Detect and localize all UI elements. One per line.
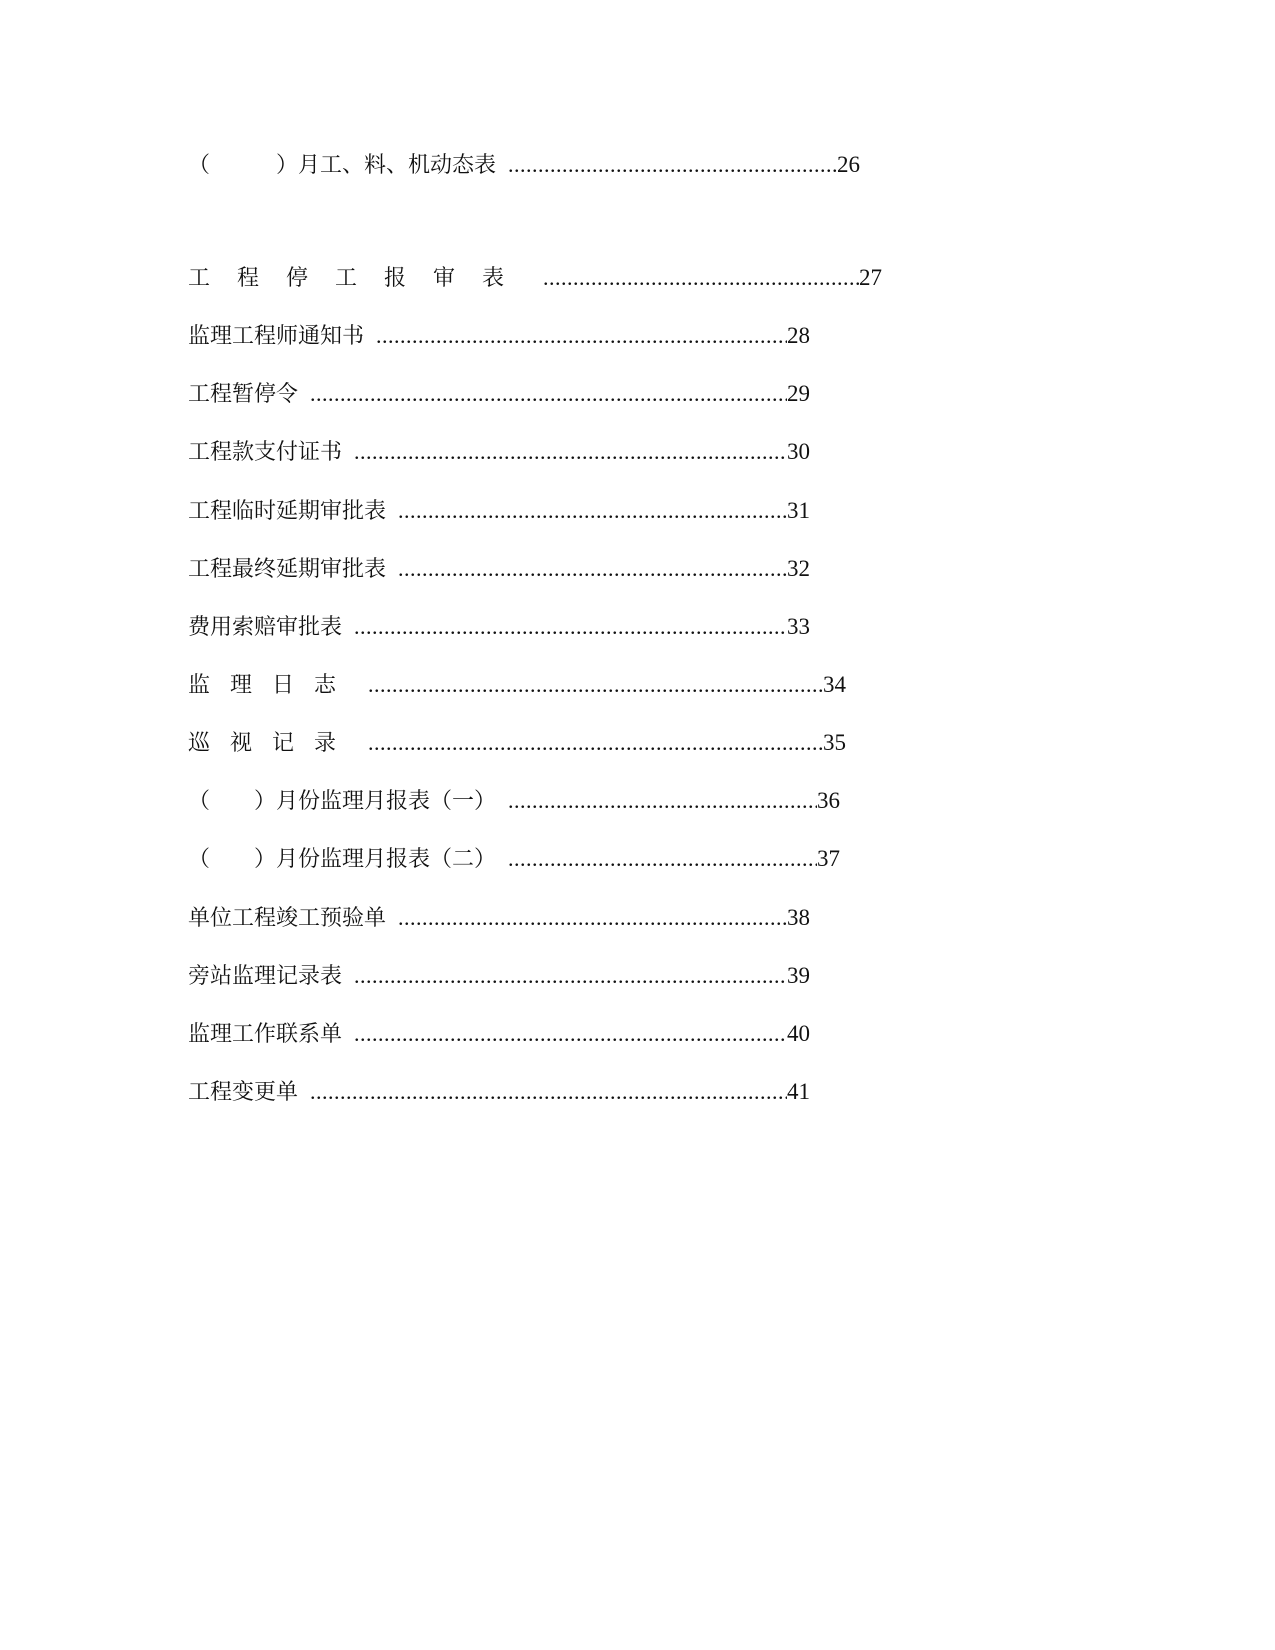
toc-entry-title: 工程变更单 bbox=[188, 1080, 299, 1105]
toc-entry[interactable] bbox=[188, 145, 860, 185]
toc-entry[interactable] bbox=[188, 839, 840, 879]
toc-page-number: 29 bbox=[787, 381, 810, 406]
toc-entry-title: （ ）月工、料、机动态表 bbox=[188, 153, 497, 178]
toc-entry[interactable] bbox=[188, 316, 810, 356]
toc-leader-dots bbox=[508, 145, 837, 185]
toc-entry-title: 工程停工报审表 bbox=[188, 266, 532, 291]
toc-leader-dots bbox=[508, 839, 817, 879]
toc-entry[interactable] bbox=[188, 781, 840, 821]
toc-entry[interactable] bbox=[188, 374, 810, 414]
toc-page-number: 28 bbox=[787, 323, 810, 348]
toc-leader-dots bbox=[354, 1014, 787, 1054]
toc-leader-dots bbox=[543, 258, 859, 298]
toc-entry-title: 费用索赔审批表 bbox=[188, 615, 343, 640]
toc-leader-dots bbox=[398, 898, 787, 938]
toc-leader-dots bbox=[376, 316, 787, 356]
toc-entry[interactable] bbox=[188, 723, 846, 763]
toc-entry-title: 单位工程竣工预验单 bbox=[188, 906, 387, 931]
toc-entry[interactable] bbox=[188, 665, 846, 705]
toc-page-number: 30 bbox=[787, 439, 810, 464]
toc-entry-title: 监理工作联系单 bbox=[188, 1022, 343, 1047]
toc-entry-title: 旁站监理记录表 bbox=[188, 964, 343, 989]
toc-leader-dots bbox=[354, 607, 787, 647]
toc-leader-dots bbox=[398, 549, 787, 589]
toc-page-number: 35 bbox=[823, 730, 846, 755]
toc-entry-title: 工程最终延期审批表 bbox=[188, 557, 387, 582]
toc-entry[interactable] bbox=[188, 1014, 810, 1054]
toc-leader-dots bbox=[310, 1072, 787, 1112]
toc-entry[interactable] bbox=[188, 607, 810, 647]
toc-leader-dots bbox=[508, 781, 817, 821]
toc-entry[interactable] bbox=[188, 956, 810, 996]
toc-entry-title: 监理工程师通知书 bbox=[188, 324, 365, 349]
toc-leader-dots bbox=[398, 491, 787, 531]
toc-entry-title: 巡视记录 bbox=[188, 731, 357, 756]
toc-entry-title: （ ）月份监理月报表（一） bbox=[188, 789, 497, 814]
toc-page-number: 34 bbox=[823, 672, 846, 697]
toc-entry[interactable] bbox=[188, 258, 882, 298]
toc-page-number: 32 bbox=[787, 556, 810, 581]
toc-page-number: 38 bbox=[787, 905, 810, 930]
toc-entry-title: （ ）月份监理月报表（二） bbox=[188, 847, 497, 872]
toc-page-number: 37 bbox=[817, 846, 840, 871]
toc-entry[interactable] bbox=[188, 898, 810, 938]
toc-page-number: 41 bbox=[787, 1079, 810, 1104]
toc-entry[interactable] bbox=[188, 549, 810, 589]
toc-entry-title: 工程临时延期审批表 bbox=[188, 499, 387, 524]
toc-page-number: 39 bbox=[787, 963, 810, 988]
toc-entry-title: 监理日志 bbox=[188, 673, 357, 698]
toc-page-number: 40 bbox=[787, 1021, 810, 1046]
toc-page-number: 33 bbox=[787, 614, 810, 639]
toc-leader-dots bbox=[310, 374, 787, 414]
toc-leader-dots bbox=[354, 432, 787, 472]
toc-page-number: 31 bbox=[787, 498, 810, 523]
toc-page-number: 26 bbox=[837, 152, 860, 177]
toc-leader-dots bbox=[368, 723, 823, 763]
toc-page-number: 36 bbox=[817, 788, 840, 813]
toc-entry[interactable] bbox=[188, 1072, 810, 1112]
toc-leader-dots bbox=[368, 665, 823, 705]
toc-entry-title: 工程款支付证书 bbox=[188, 440, 343, 465]
toc-leader-dots bbox=[354, 956, 787, 996]
toc-entry[interactable] bbox=[188, 491, 810, 531]
toc-entry-title: 工程暂停令 bbox=[188, 382, 299, 407]
toc-entry[interactable] bbox=[188, 432, 810, 472]
toc-page-number: 27 bbox=[859, 265, 882, 290]
